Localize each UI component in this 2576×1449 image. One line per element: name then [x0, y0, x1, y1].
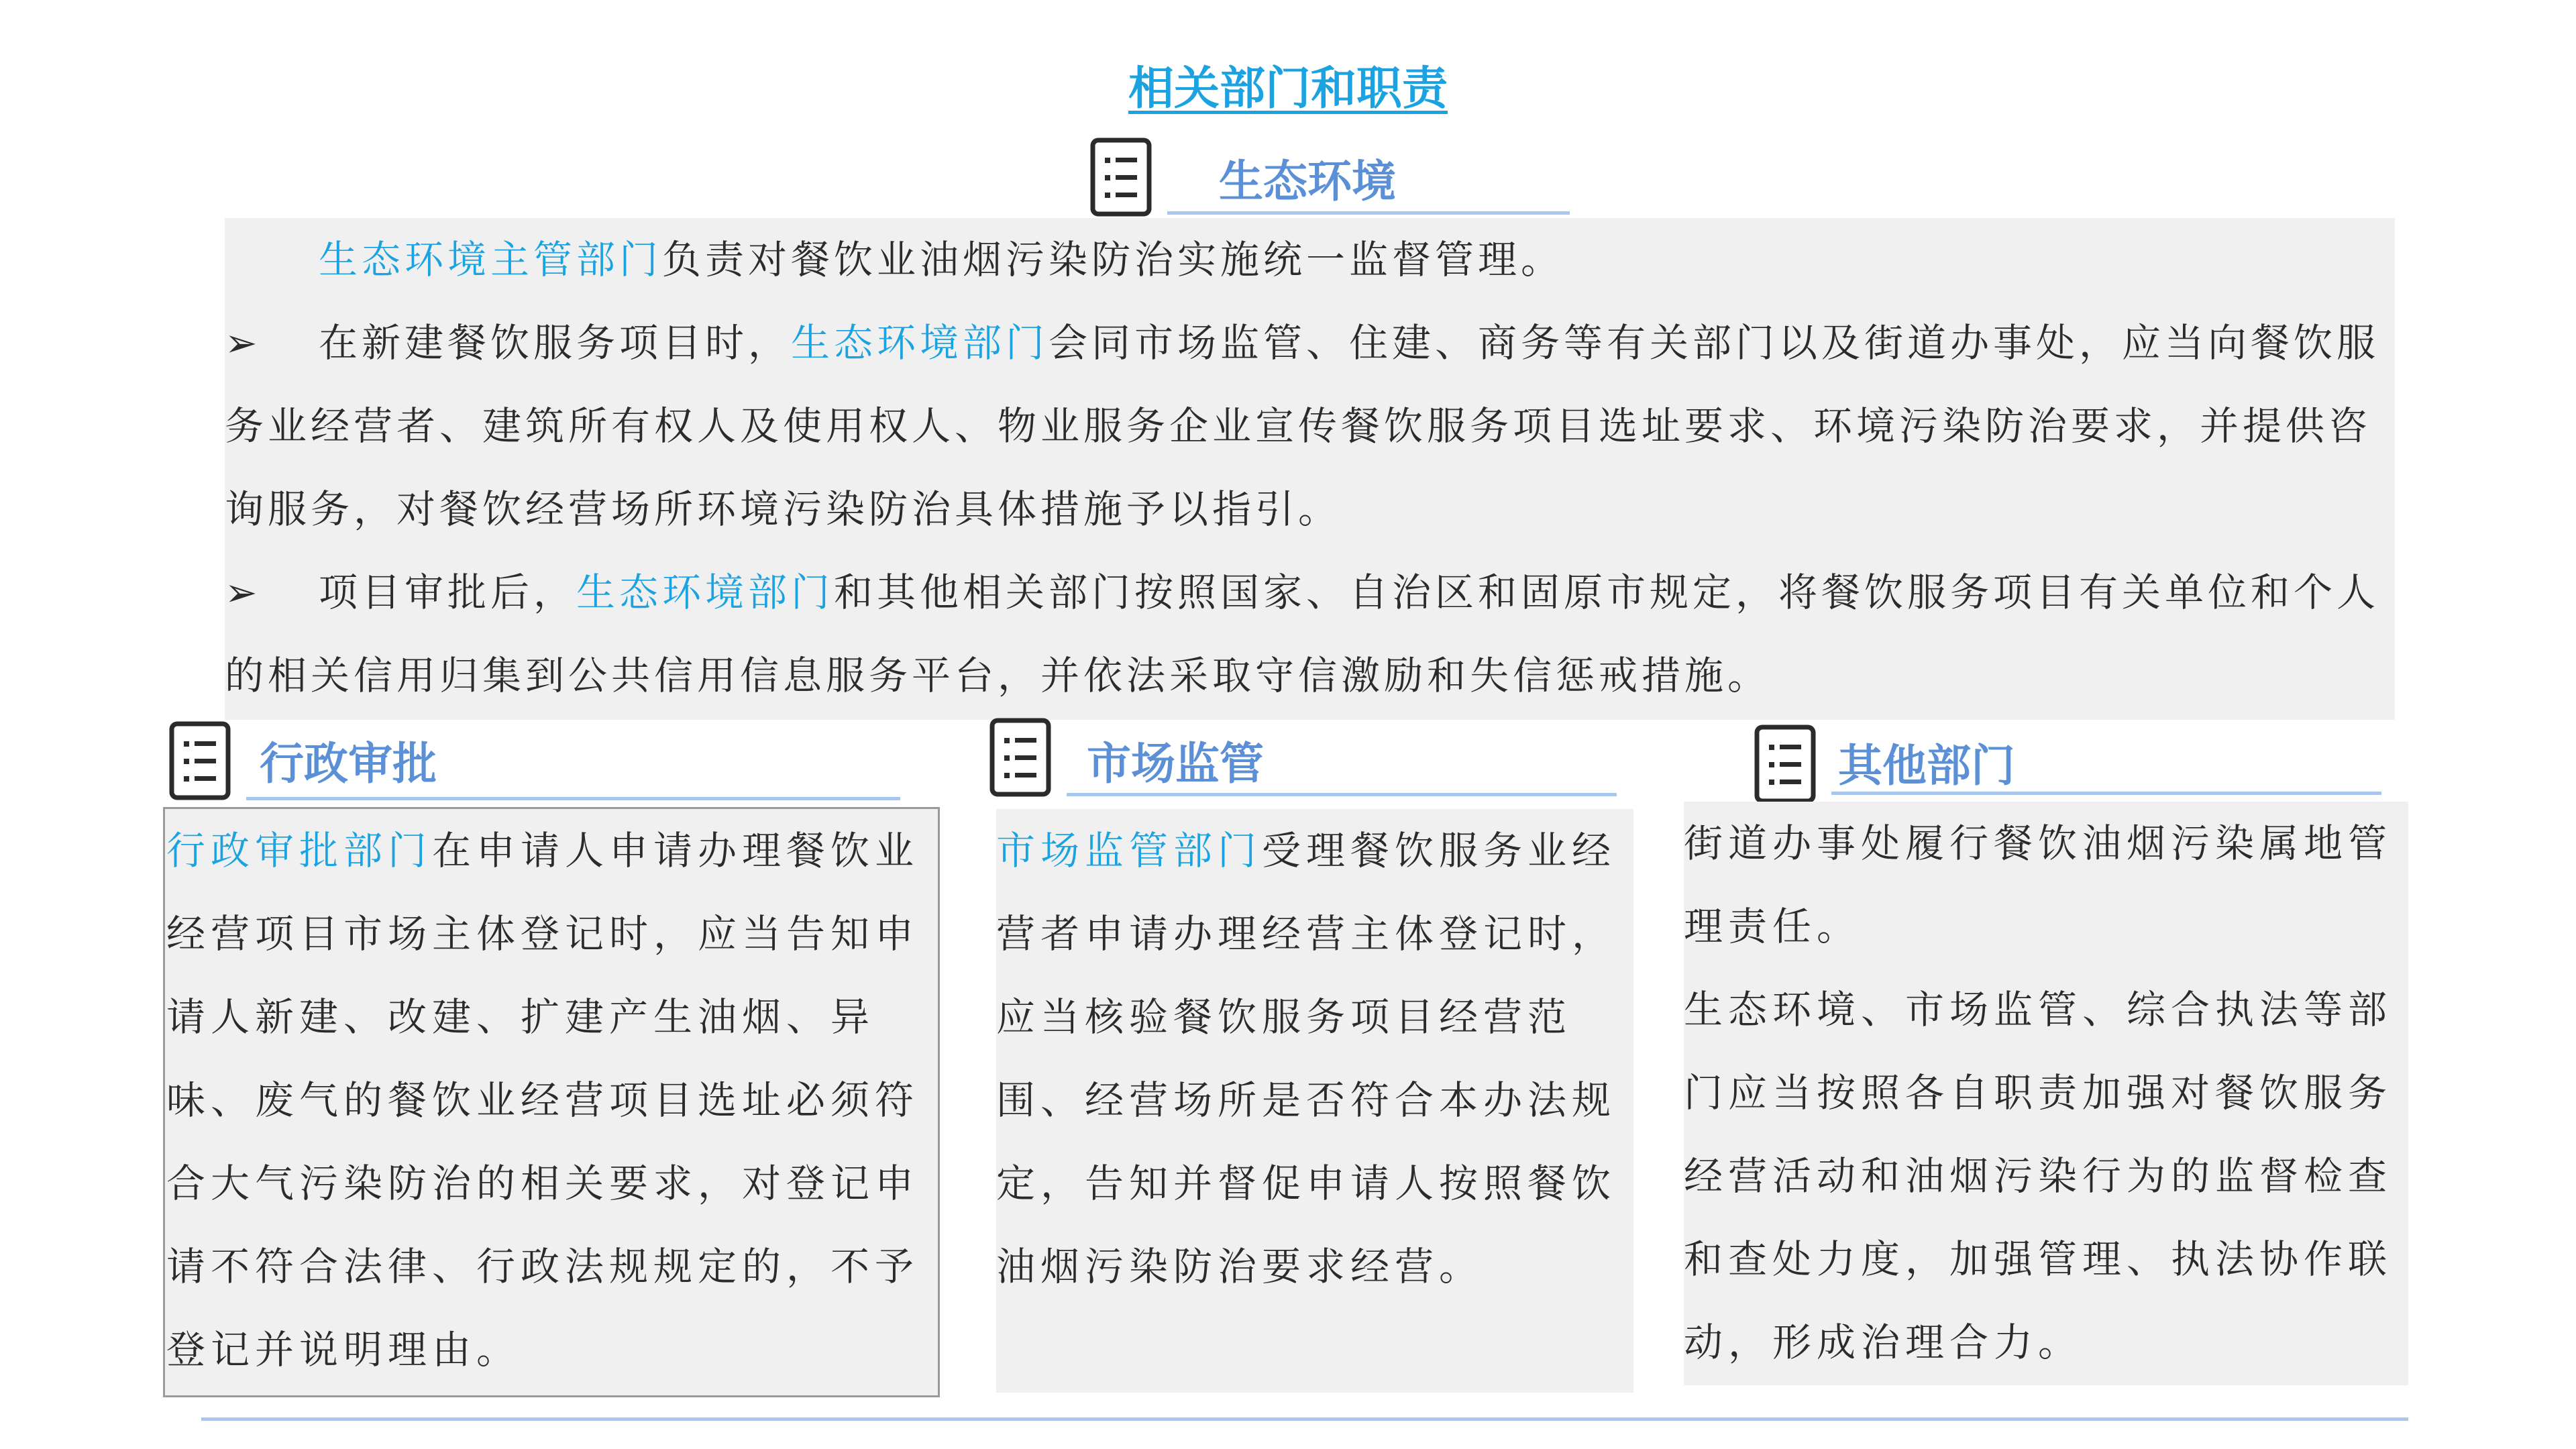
eco-bullet-2-highlight: 生态环境部门: [576, 570, 835, 615]
market-paragraph: [996, 809, 1633, 1308]
admin-section-header: [169, 721, 907, 805]
eco-bullet-1-pre: 在新建餐饮服务项目时，: [319, 320, 792, 366]
list-document-icon: [1090, 138, 1152, 217]
market-text: 受理餐饮服务业经营者申请办理经营主体登记时，应当核验餐饮服务项目经营范围、经营场所是否符合本办法规定，告知并督促申请人按照餐饮油烟污染防治要求经营。: [996, 828, 1617, 1289]
admin-text: 在申请人申请办理餐饮业经营项目市场主体登记时，应当告知申请人新建、改建、扩建产生油烟、异味、废气的餐饮业经营项目选址必须符合大气污染防治的相关要求，对登记申请不符合法律、行政法规规定的，不予登记并说明理由。: [166, 828, 920, 1373]
eco-intro-text: 负责对餐饮业油烟污染防治实施统一监督管理。: [662, 237, 1564, 282]
other-paragraph-2: 生态环境、市场监管、综合执法等部门应当按照各自职责加强对餐饮服务经营活动和油烟污染行为的监督检查和查处力度，加强管理、执法协作联动，形成治理合力。: [1684, 987, 2393, 1365]
other-content-box: [1684, 802, 2408, 1385]
admin-content-box: [163, 807, 940, 1397]
eco-bullet-2-pre: 项目审批后，: [319, 570, 577, 615]
market-content-box: [996, 809, 1633, 1393]
bullet-arrow-icon: ➢: [225, 570, 262, 615]
admin-heading: 行政审批: [260, 738, 437, 790]
admin-heading-rule: [246, 797, 900, 800]
list-document-icon: [989, 718, 1051, 797]
other-paragraph-1: 街道办事处履行餐饮油烟污染属地管理责任。: [1684, 820, 2393, 949]
admin-highlight: 行政审批部门: [166, 828, 433, 873]
eco-bullet-1: [225, 301, 2395, 551]
other-section-header: [1754, 724, 2392, 808]
market-section-header: [989, 718, 1627, 802]
other-heading: 其他部门: [1838, 740, 2015, 792]
bottom-divider: [201, 1417, 2408, 1421]
other-heading-rule: [1831, 792, 2381, 795]
eco-bullet-2-text: 和其他相关部门按照国家、自治区和固原市规定，将餐饮服务项目有关单位和个人的相关信用归集到公共信用信息服务平台，并依法采取守信激励和失信惩戒措施。: [225, 570, 2380, 698]
market-highlight: 市场监管部门: [996, 828, 1263, 873]
eco-intro-highlight: 生态环境主管部门: [319, 237, 663, 282]
eco-bullet-1-highlight: 生态环境部门: [791, 320, 1049, 366]
page-title: 相关部门和职责: [1128, 62, 1448, 115]
eco-intro: [225, 218, 2395, 301]
eco-section-header: [1090, 138, 1573, 221]
market-heading: 市场监管: [1087, 738, 1264, 790]
eco-bullet-1-text: 会同市场监管、住建、商务等有关部门以及街道办事处，应当向餐饮服务业经营者、建筑所有权人及使用权人、物业服务企业宣传餐饮服务项目选址要求、环境污染防治要求，并提供咨询服务，对餐饮经营场所环境污染防治具体措施予以指引。: [225, 320, 2380, 532]
market-heading-rule: [1067, 793, 1617, 796]
list-document-icon: [1754, 724, 1816, 804]
eco-heading-rule: [1167, 211, 1570, 215]
eco-bullet-2: [225, 551, 2395, 717]
list-document-icon: [169, 721, 231, 800]
admin-paragraph: [166, 809, 936, 1391]
eco-heading: 生态环境: [1219, 156, 1396, 207]
bullet-arrow-icon: ➢: [225, 320, 262, 366]
eco-content-box: [225, 218, 2395, 720]
